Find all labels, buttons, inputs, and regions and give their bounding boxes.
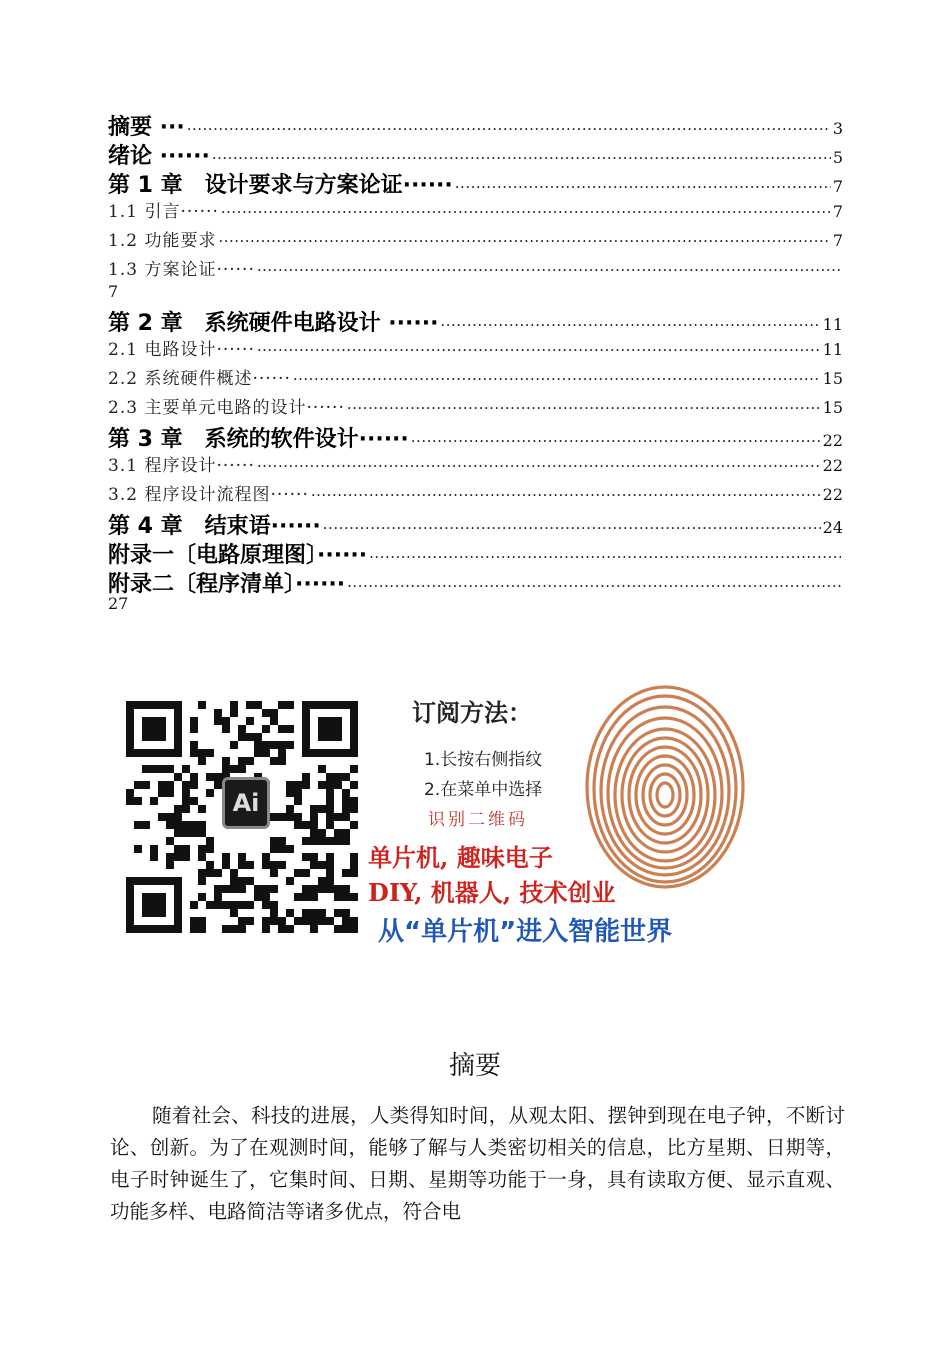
toc-entry-label: 第 2 章 系统硬件电路设计 ······ bbox=[108, 311, 439, 336]
toc-entry-label: 摘要 ··· bbox=[108, 115, 185, 140]
toc-entry[interactable] bbox=[108, 168, 843, 197]
toc-entry[interactable] bbox=[108, 255, 843, 284]
qr-logo: Ai bbox=[222, 777, 270, 829]
subscribe-step-1: 1.长按右侧指纹 bbox=[424, 750, 543, 770]
toc-entry[interactable] bbox=[108, 306, 843, 335]
toc-entry-label: 3.1 程序设计······ bbox=[108, 456, 255, 476]
toc-entry-label: 第 1 章 设计要求与方案论证······ bbox=[108, 173, 453, 198]
toc-entry-label: 第 4 章 结束语······ bbox=[108, 514, 321, 539]
toc-entry[interactable] bbox=[108, 509, 843, 538]
toc-entry[interactable] bbox=[108, 226, 843, 255]
toc-leader-dots bbox=[411, 432, 821, 450]
abstract-title: 摘要 bbox=[448, 1051, 501, 1081]
toc-entry-label: 附录二〔程序清单〕······ bbox=[108, 572, 346, 597]
toc-leader-dots bbox=[347, 399, 821, 417]
toc-leader-dots bbox=[221, 203, 831, 221]
toc-entry-page: 22 bbox=[822, 456, 843, 475]
toc-entry-label: 附录一〔电路原理图〕······ bbox=[108, 543, 368, 568]
toc-entry[interactable] bbox=[108, 197, 843, 226]
toc-entry-page: 5 bbox=[832, 148, 843, 167]
toc-leader-dots bbox=[369, 548, 841, 566]
subscription-banner bbox=[118, 683, 750, 955]
toc-entry-label: 2.2 系统硬件概述······ bbox=[108, 369, 291, 389]
toc-entry[interactable] bbox=[108, 422, 843, 451]
toc-entry-page: 15 bbox=[822, 398, 843, 417]
toc-entry-label: 2.1 电路设计······ bbox=[108, 340, 255, 360]
toc-entry-label: 2.3 主要单元电路的设计······ bbox=[108, 398, 345, 418]
toc-leader-dots bbox=[347, 577, 841, 595]
topic-line-1: 单片机, 趣味电子 bbox=[368, 843, 553, 872]
toc-entry-label: 1.1 引言······ bbox=[108, 202, 219, 222]
toc-entry-page: 22 bbox=[822, 485, 843, 504]
table-of-contents bbox=[108, 110, 843, 618]
toc-leader-dots bbox=[257, 457, 821, 475]
toc-entry-label: 绪论 ······ bbox=[108, 144, 210, 169]
toc-leader-dots bbox=[218, 232, 830, 250]
toc-entry-label: 1.3 方案论证······ bbox=[108, 260, 255, 280]
toc-entry-label: 3.2 程序设计流程图······ bbox=[108, 485, 309, 505]
toc-entry-page: 7 bbox=[832, 177, 843, 196]
toc-leader-dots bbox=[323, 519, 821, 537]
toc-leader-dots bbox=[257, 261, 841, 279]
toc-entry[interactable] bbox=[108, 335, 843, 364]
subscribe-step-2: 2.在菜单中选择 bbox=[424, 780, 543, 800]
toc-entry-page: 3 bbox=[832, 119, 843, 138]
toc-entry-page: 24 bbox=[822, 518, 843, 537]
toc-entry-page: 7 bbox=[832, 231, 843, 250]
toc-entry[interactable] bbox=[108, 139, 843, 168]
toc-entry[interactable] bbox=[108, 567, 843, 596]
fingerprint-icon[interactable] bbox=[580, 683, 750, 893]
toc-entry[interactable] bbox=[108, 364, 843, 393]
toc-entry-page: 7 bbox=[832, 202, 843, 221]
slogan: 从“单片机”进入智能世界 bbox=[378, 917, 673, 947]
toc-leader-dots bbox=[257, 341, 821, 359]
toc-leader-dots bbox=[311, 486, 821, 504]
toc-entry[interactable] bbox=[108, 110, 843, 139]
toc-leader-dots bbox=[212, 149, 831, 167]
topic-line-2: DIY, 机器人, 技术创业 bbox=[368, 878, 616, 907]
toc-entry-page: 11 bbox=[822, 340, 843, 359]
toc-entry-page: 7 bbox=[108, 282, 119, 301]
toc-entry-page: 22 bbox=[822, 431, 843, 450]
toc-entry[interactable] bbox=[108, 393, 843, 422]
toc-leader-dots bbox=[455, 178, 831, 196]
toc-entry[interactable] bbox=[108, 480, 843, 509]
toc-leader-dots bbox=[293, 370, 821, 388]
toc-leader-dots bbox=[440, 316, 820, 334]
subscribe-title: 订阅方法： bbox=[412, 699, 532, 727]
toc-entry-page: 11 bbox=[822, 315, 843, 334]
toc-entry-page: 27 bbox=[108, 594, 129, 613]
toc-leader-dots bbox=[187, 120, 831, 138]
toc-entry-page: 15 bbox=[822, 369, 843, 388]
subscribe-step-3: 识别二维码 bbox=[428, 810, 528, 830]
toc-entry[interactable] bbox=[108, 451, 843, 480]
toc-entry-label: 第 3 章 系统的软件设计······ bbox=[108, 427, 409, 452]
abstract-body: 随着社会、科技的进展，人类得知时间，从观太阳、摆钟到现在电子钟，不断讨论、创新。为了在观测时间，能够了解与人类密切相关的信息，比方星期、日期等，电子时钟诞生了，它集时间、日期、星期等功能于一身，具有读取方便、显示直观、功能多样、电路简洁等诸多优点，符合电 bbox=[110, 1104, 845, 1223]
toc-entry[interactable] bbox=[108, 538, 843, 567]
toc-entry-label: 1.2 功能要求 bbox=[108, 231, 217, 251]
